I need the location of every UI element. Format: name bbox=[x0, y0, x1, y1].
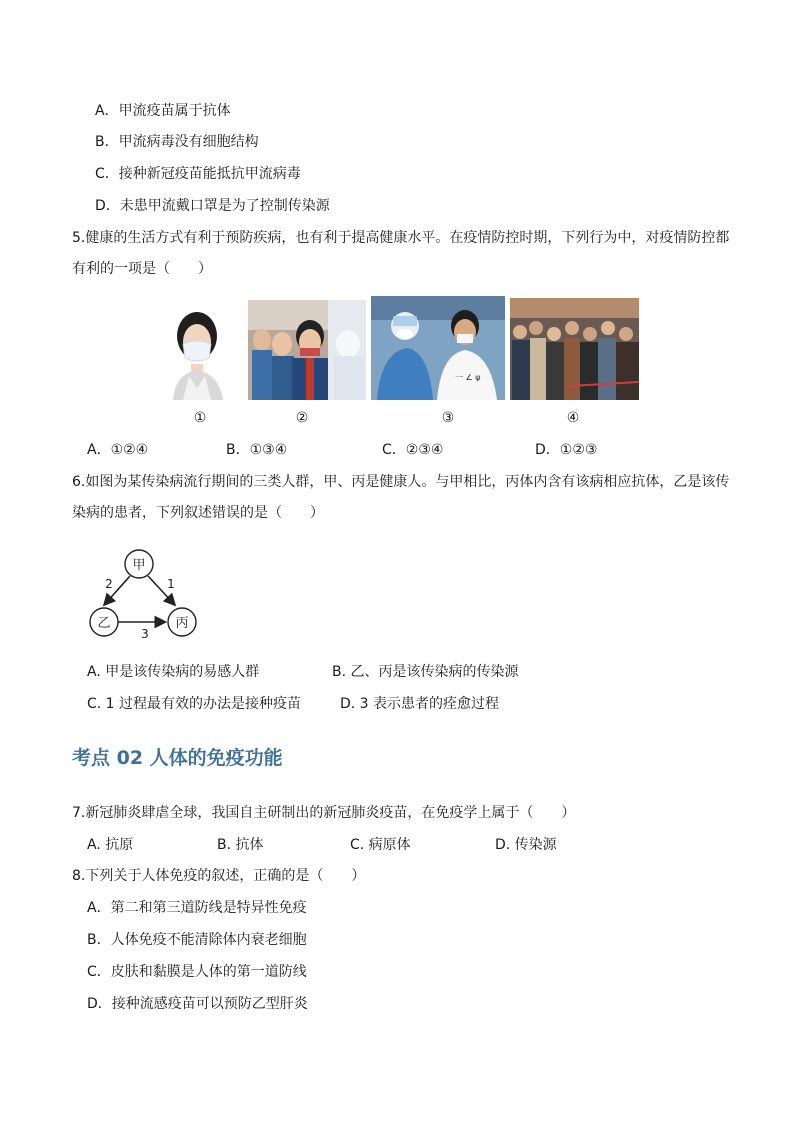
q6-option-a: A. 甲是该传染病的易感人群 bbox=[87, 664, 260, 680]
q8-option-a: A．第二和第三道防线是特异性免疫 bbox=[87, 900, 307, 916]
q8-option-c: C．皮肤和黏膜是人体的第一道防线 bbox=[87, 964, 307, 980]
q7-option-b: B. 抗体 bbox=[217, 837, 264, 853]
photo-masked-woman bbox=[155, 300, 239, 400]
q6-stem-line1: 6.如图为某传染病流行期间的三类人群，甲、丙是健康人。与甲相比，丙体内含有该病相应抗体，乙是该传 bbox=[72, 474, 730, 490]
q7-option-d: D. 传染源 bbox=[495, 837, 557, 853]
population-diagram bbox=[88, 542, 204, 642]
photo-label-1: ① bbox=[193, 410, 207, 426]
q6-option-b: B. 乙、丙是该传染病的传染源 bbox=[332, 664, 519, 680]
q8-option-b: B．人体免疫不能清除体内衰老细胞 bbox=[87, 932, 307, 948]
q4-option-a: A．甲流疫苗属于抗体 bbox=[95, 103, 231, 119]
section-heading: 考点 02 人体的免疫功能 bbox=[72, 747, 283, 769]
edge-3-label: 3 bbox=[141, 627, 149, 641]
q5-stem-line2: 有利的一项是（ ） bbox=[72, 261, 212, 277]
q7-stem: 7.新冠肺炎肆虐全球，我国自主研制出的新冠肺炎疫苗，在免疫学上属于（ ） bbox=[72, 805, 576, 821]
photo-vaccination bbox=[371, 296, 505, 400]
photo-students-masks bbox=[248, 300, 366, 400]
q5-stem-line1: 5.健康的生活方式有利于预防疾病，也有利于提高健康水平。在疫情防控时期，下列行为中，对疫情防控都 bbox=[72, 230, 730, 246]
q4-option-d: D．未患甲流戴口罩是为了控制传染源 bbox=[95, 198, 330, 214]
q7-option-a: A. 抗原 bbox=[87, 837, 134, 853]
q7-option-c: C. 病原体 bbox=[350, 837, 411, 853]
node-left-label: 乙 bbox=[97, 616, 111, 631]
photo-label-3: ③ bbox=[441, 410, 455, 426]
edge-2-label: 2 bbox=[105, 577, 113, 591]
q8-option-d: D．接种流感疫苗可以预防乙型肝炎 bbox=[87, 996, 308, 1012]
edge-1-label: 1 bbox=[167, 577, 175, 591]
node-right-label: 丙 bbox=[175, 616, 189, 631]
node-top-label: 甲 bbox=[132, 558, 146, 573]
svg-text:一 ∠ ψ: 一 ∠ ψ bbox=[455, 373, 481, 382]
q4-option-c: C．接种新冠疫苗能抵抗甲流病毒 bbox=[95, 166, 301, 182]
q8-stem: 8.下列关于人体免疫的叙述，正确的是（ ） bbox=[72, 868, 366, 884]
photo-label-4: ④ bbox=[566, 410, 580, 426]
q6-option-c: C. 1 过程最有效的办法是接种疫苗 bbox=[87, 696, 302, 712]
q5-option-a: A．①②④ bbox=[87, 442, 149, 458]
q5-option-d: D．①②③ bbox=[535, 442, 598, 458]
q6-stem-line2: 染病的患者，下列叙述错误的是（ ） bbox=[72, 505, 324, 521]
q5-option-b: B．①③④ bbox=[226, 442, 288, 458]
q5-option-c: C．②③④ bbox=[382, 442, 444, 458]
q4-option-b: B．甲流病毒没有细胞结构 bbox=[95, 134, 259, 150]
q6-option-d: D. 3 表示患者的痊愈过程 bbox=[340, 696, 500, 712]
photo-label-2: ② bbox=[295, 410, 309, 426]
photo-crowd-masks bbox=[510, 298, 639, 400]
